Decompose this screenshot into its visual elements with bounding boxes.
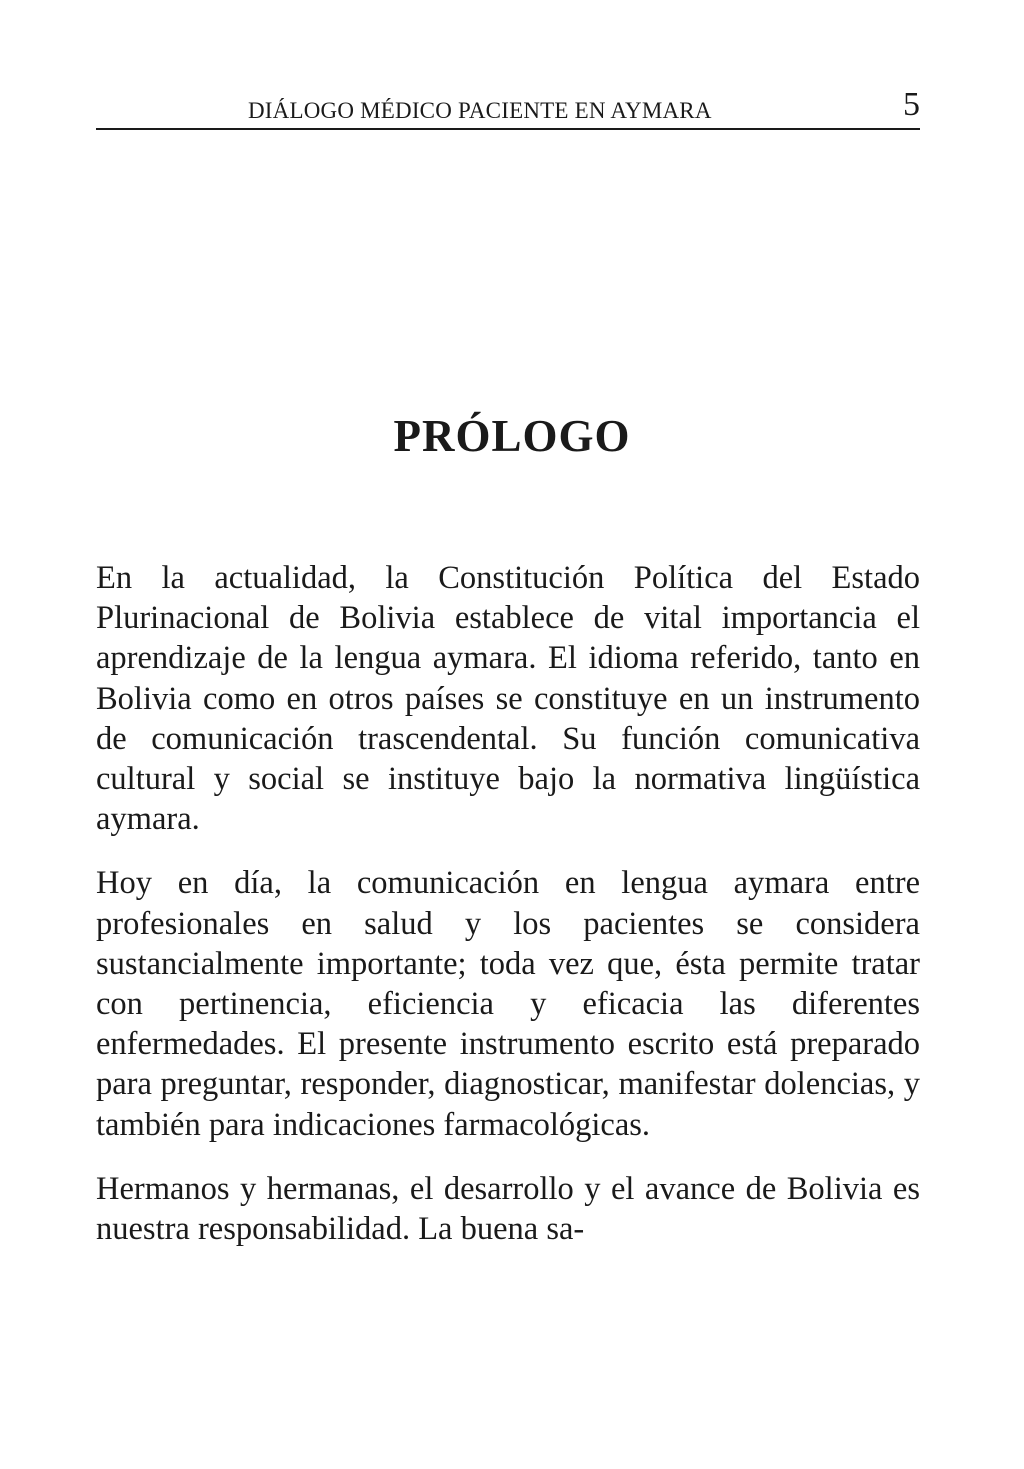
paragraph-1: En la actualidad, la Constitución Política del Estado Plurinacional de Bolivia establece de vital importancia el aprendizaje de la lengua aymara. El idioma referido, tanto en Bolivia como en otros países se constituye en un instrumento de comunicación trascendental. Su función comunicativa cultural y social se instituye bajo la normativa lingüística aymara. <box>96 560 920 838</box>
running-title: DIÁLOGO MÉDICO PACIENTE EN AYMARA <box>248 98 712 123</box>
paragraph-3: Hermanos y hermanas, el desarrollo y el avance de Bolivia es nuestra responsabilidad. La buena sa- <box>96 1170 920 1248</box>
paragraph-2: Hoy en día, la comunicación en lengua aymara entre profesionales en salud y los pacientes se considera sustancialmente importante; toda vez que, ésta permite tratar con pertinencia, eficiencia y eficacia las diferentes enfermedades. El presente instrumento escrito está preparado para preguntar, responder, diagnosticar, manifestar dolencias, y también para indicaciones farmacológicas. <box>96 865 920 1143</box>
running-header <box>96 88 920 130</box>
body-text <box>96 558 920 1273</box>
chapter-title: PRÓLOGO <box>393 411 631 461</box>
page-number: 5 <box>903 86 920 123</box>
